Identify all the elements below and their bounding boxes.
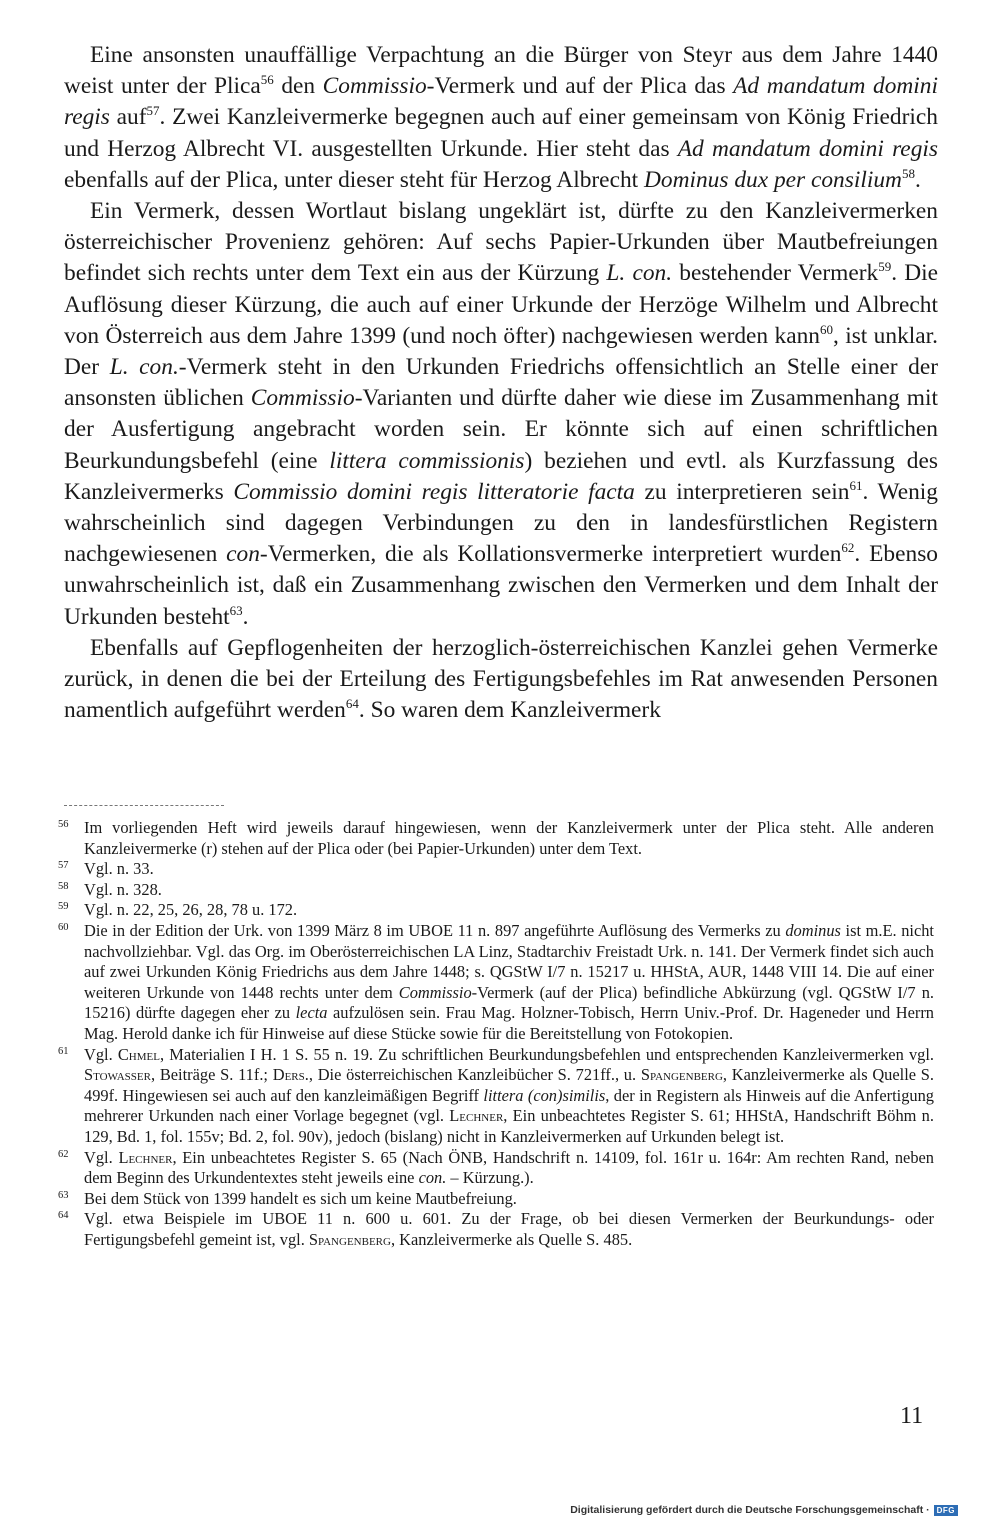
footnote-reference: 57	[146, 103, 160, 119]
italic-term: L. con.	[606, 260, 673, 287]
footnote: 62 Vgl. Lechner, Ein unbeachtetes Register S. 65 (Nach ÖNB, Handschrift n. 14109, fol. 161r u. 164r: Am rechten Rand, neben dem Beginn des Urkundentextes steht jeweils eine con. – Kürzung.).	[64, 1148, 934, 1189]
author-name: Spangenberg	[640, 1065, 723, 1085]
paragraph: Eine ansonsten unauffällige Verpachtung an die Bürger von Steyr aus dem Jahre 1440 weist unter der Plica$^{56}$ den Commissio-Vermerk und auf der Plica das Ad mandatum domini regis auf$^{57}$. Zwei Kanzleivermerke begegnen auch auf einer gemeinsam von König Friedrich und Herzog Albrecht VI. ausgestellten Urkunde. Hier steht das Ad mandatum domini regis ebenfalls auf der Plica, unter dieser steht für Herzog Albrecht Dominus dux per consilium$^{58}$.	[64, 42, 938, 193]
footnote-reference: 62	[841, 540, 855, 556]
credit-text: Digitalisierung gefördert durch die Deutsche Forschungsgemeinschaft ·	[570, 1504, 930, 1516]
dfg-logo: DFG	[934, 1505, 958, 1516]
footnote-divider	[64, 805, 224, 806]
italic-term: Ad mandatum domini regis	[64, 73, 938, 131]
footnote-reference: 58	[901, 166, 915, 182]
italic-term: Commissio	[398, 982, 472, 1002]
italic-term: littera commissionis	[329, 447, 525, 474]
footnote: 58 Vgl. n. 328.	[64, 880, 934, 901]
italic-term: Ad mandatum domini regis	[677, 135, 938, 162]
italic-term: littera (con)similis	[483, 1085, 606, 1105]
footnote-reference: 56	[260, 72, 274, 88]
footnote-number: 57	[58, 860, 69, 872]
paragraph: Ein Vermerk, dessen Wortlaut bislang ungeklärt ist, dürfte zu den Kanzleivermerken österreichischer Provenienz gehören: Auf sechs Papier-Urkunden über Mautbefreiungen befindet sich rechts unter dem Text ein aus der Kürzung L. con. bestehender Vermerk$^{59}$. Die Auflösung dieser Kürzung, die auch auf einer Urkunde der Herzöge Wilhelm und Albrecht von Österreich aus dem Jahre 1399 (und noch öfter) nachgewiesen werden kann$^{60}$, ist unklar. Der L. con.-Vermerk steht in den Urkunden Friedrichs offensichtlich an Stelle einer der ansonsten üblichen Commissio-Varianten und dürfte daher wie diese im Zusammenhang mit der Ausfertigung angebracht worden sein. Er könnte sich auf einen schriftlichen Beurkundungsbefehl (eine littera commissionis) beziehen und evtl. als Kurzfassung des Kanzleivermerks Commissio domini regis litteratorie facta zu interpretieren sein$^{61}$. Wenig wahrscheinlich sind dagegen Verbindungen zu den in landesfürstlichen Registern nachgewiesenen con-Vermerken, die als Kollationsvermerke interpretiert wurden$^{62}$. Ebenso unwahrscheinlich ist, daß ein Zusammenhang zwischen den Vermerken und dem Inhalt der Urkunden besteht$^{63}$.	[64, 198, 939, 630]
italic-term: Commissio	[250, 385, 355, 412]
footnote: 64 Vgl. etwa Beispiele im UBOE 11 n. 600 u. 601. Zu der Frage, ob bei diesen Vermerken der Beurkundungs- oder Fertigungsbefehl gemeint ist, vgl. Spangenberg, Kanzleivermerke als Quelle S. 485.	[64, 1209, 934, 1250]
footnotes	[58, 818, 934, 1250]
footnote: 61 Vgl. Chmel, Materialien I H. 1 S. 55 n. 19. Zu schriftlichen Beurkundungsbefehlen und entsprechenden Kanzleivermerken vgl. Stowasser, Beiträge S. 11f.; Ders., Die österreichischen Kanzleibücher S. 721ff., u. Spangenberg, Kanzleivermerke als Quelle S. 499f. Hingewiesen sei auch auf den kanzleimäßigen Begriff littera (con)similis, der in Registern als Hinweis auf die Anfertigung mehrerer Urkunden nach einer Vorlage begegnet (vgl. Lechner, Ein unbeachtetes Register S. 61; HHStA, Handschrift Böhm n. 129, Bd. 1, fol. 155v; Bd. 2, fol. 90v), jedoch (bislang) nicht in Kanzleivermerken auf Urkunden belegt ist.	[64, 1045, 934, 1148]
author-name: Ders	[272, 1065, 305, 1085]
footnote: 60 Die in der Edition der Urk. von 1399 März 8 im UBOE 11 n. 897 angeführte Auflösung des Vermerks zu dominus ist m.E. nicht nachvollziehbar. Vgl. das Org. im Oberösterreichischen LA Linz, Stadtarchiv Freistadt Urk. n. 141. Der Vermerk findet sich auch auf zwei Urkunden König Friedrichs aus dem Jahre 1448; s. QGStW I/7 n. 15217 u. HHStA, AUR, 1448 VIII 14. Die auf einer weiteren Urkunde von 1448 rechts unter dem Commissio-Vermerk (auf der Plica) befindliche Abkürzung (vgl. QGStW I/7 n. 15216) dürfte dagegen eher zu lecta aufzulösen sein. Frau Mag. Holzner-Tobisch, Herrn Univ.-Prof. Dr. Hageneder und Herrn Mag. Herold danke ich für Hinweise auf diese Stücke sowie für die Bereitstellung von Fotokopien.	[64, 921, 934, 1045]
italic-term: dominus	[785, 920, 841, 940]
author-name: Stowasser	[84, 1065, 151, 1085]
author-name: Lechner	[118, 1147, 173, 1167]
footnote-number: 56	[58, 819, 69, 830]
footnote-number: 60	[58, 921, 69, 933]
italic-term: lecta	[295, 1003, 328, 1023]
italic-term: con.	[418, 1168, 447, 1188]
author-name: Chmel	[117, 1044, 160, 1064]
italic-term: Commissio domini regis litteratorie facta	[233, 478, 635, 505]
footnote-number: 62	[58, 1148, 69, 1160]
footnote: 63 Bei dem Stück von 1399 handelt es sich um keine Mautbefreiung.	[64, 1189, 934, 1210]
footnote-reference: 61	[849, 478, 863, 494]
digitization-credit	[570, 1504, 958, 1516]
footnote-reference: 63	[229, 602, 243, 618]
italic-term: con	[226, 541, 260, 568]
footnote: 57 Vgl. n. 33.	[64, 859, 934, 880]
footnote: 59 Vgl. n. 22, 25, 26, 28, 78 u. 172.	[64, 900, 934, 921]
author-name: Spangenberg	[308, 1229, 391, 1249]
footnote-number: 61	[58, 1045, 69, 1057]
footnote-reference: 59	[878, 259, 892, 275]
footnote-number: 64	[58, 1210, 69, 1222]
italic-term: L. con.	[109, 354, 179, 381]
italic-term: Dominus dux per consilium	[644, 166, 902, 193]
footnote-number: 63	[58, 1189, 69, 1201]
paragraph: Ebenfalls auf Gepflogenheiten der herzoglich-österreichischen Kanzlei gehen Vermerke zurück, in denen die bei der Erteilung des Fertigungsbefehles im Rat anwesenden Personen namentlich aufgeführt werden$^{64}$. So waren dem Kanzleivermerk	[64, 634, 938, 724]
page-number: 11	[900, 1403, 924, 1429]
author-name: Lechner	[449, 1106, 504, 1126]
footnote-reference: 64	[345, 696, 359, 712]
body-text	[64, 40, 938, 726]
footnote: 56 Im vorliegenden Heft wird jeweils darauf hingewiesen, wenn der Kanzleivermerk unter der Plica steht. Alle anderen Kanzleivermerke (r) stehen auf der Plica oder (bei Papier-Urkunden) unter dem Text.	[64, 818, 934, 859]
footnote-reference: 60	[819, 322, 833, 338]
footnote-number: 59	[58, 901, 69, 913]
italic-term: Commissio	[322, 73, 427, 100]
footnote-number: 58	[58, 880, 69, 892]
